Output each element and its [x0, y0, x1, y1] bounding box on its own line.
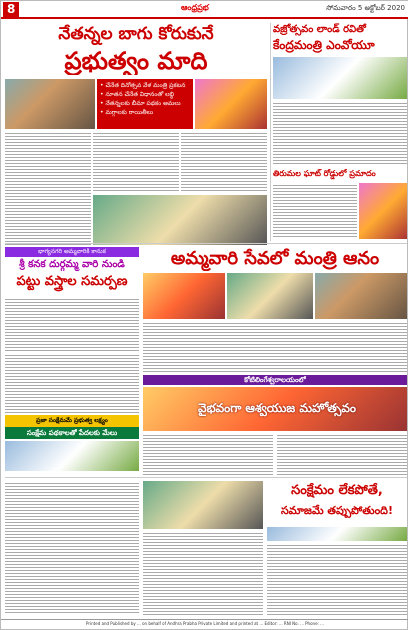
paper-name: ఆంధ్రప్రభ: [181, 3, 209, 12]
imprint-footer: Printed and Published by ... on behalf of Andhra Prabha Private Limited and printed at ... Editor: ... RNI No. ... Phone: ...: [1, 619, 408, 630]
bottom-mid-body: [143, 531, 263, 615]
bottom-right-headline-2: సమాజమే తప్పుపోతుంది!: [281, 504, 393, 517]
bottom-mid-photo: [143, 481, 263, 529]
bottom-right-headline-1: సంక్షేమం లేకపోతే,: [291, 483, 383, 498]
lead-body-col-3: [181, 131, 267, 193]
right-mid-headline-block: [273, 167, 407, 181]
lead-bullets: [97, 79, 193, 129]
right-top-body: [273, 101, 407, 165]
lead-bullet: • నేతన్నలకు బీమా పథకం అమలు: [100, 99, 190, 108]
yellow-box-line-2: సంక్షేమ పథకాలతో పేదలకు మేలు: [5, 427, 139, 439]
festival-headline: వైభవంగా ఆశ్వయుజ మహోత్సవం: [198, 401, 356, 415]
bottom-right-body: [267, 543, 407, 615]
bottom-right-headline-block: [267, 481, 407, 525]
lead-body-col-2: [93, 131, 179, 193]
lead-kicker-block: [5, 23, 267, 45]
left-group-photo: [5, 441, 139, 471]
bottom-left-body: [5, 481, 139, 615]
right-top-photo: [273, 57, 407, 99]
lead-bullet: • నూతన చేనేత విధానంతో లబ్ధి: [100, 90, 190, 99]
right-mid-photo: [359, 183, 407, 239]
right-top-headline-block: [273, 23, 407, 55]
right-top-headline-1: వజ్రోత్సవం లాండ్ రవితో: [273, 24, 366, 35]
lead-headline: ప్రభుత్వం మాది: [64, 47, 208, 75]
festival-headline-block: [177, 397, 377, 419]
saree-headline-1: శ్రీ కనక దుర్గమ్మ వారి నుండి: [19, 259, 125, 270]
saree-headline-2: పట్టు వస్త్రాల సమర్పణ: [16, 274, 128, 289]
lead-photo-2: [195, 79, 267, 129]
saree-body: [5, 297, 139, 351]
minister-headline-block: [143, 247, 407, 271]
left-mid-body: [5, 353, 139, 413]
saree-headline-block: [5, 247, 139, 295]
right-mid-body: [273, 183, 357, 239]
minister-photo-2: [227, 273, 313, 319]
lead-bullet: • మగ్గాలకు రాయితీలు: [100, 108, 190, 117]
saree-kicker: భాగ్యనగరి అమ్మవారికి కానుక: [5, 247, 139, 257]
lead-kicker: నేతన్నల బాగు కోరుకునే: [58, 24, 214, 44]
lead-bullet: • చేనేత దినోత్సవ వేళ మంత్రి ప్రకటన: [100, 81, 190, 90]
right-mid-headline: తిరుమల ఘాట్ రోడ్డులో ప్రమాదం: [273, 169, 376, 178]
section-divider: [5, 243, 407, 244]
lead-headline-block: [5, 47, 267, 75]
lead-photo: [5, 79, 95, 129]
column-divider: [270, 23, 271, 241]
issue-date: సోమవారం 5 అక్టోబర్ 2020: [326, 4, 405, 12]
bottom-right-strip: [267, 527, 407, 541]
lower-mid-body: [143, 433, 273, 475]
right-top-headline-2: కేంద్రమంత్రి ఎంవోయూ: [273, 38, 375, 52]
minister-photo-1: [143, 273, 225, 319]
festival-kicker-bar: [143, 375, 407, 385]
lower-right-body: [277, 433, 407, 475]
minister-body: [143, 321, 407, 373]
lead-photo-3: [93, 195, 267, 245]
page-number: 8: [3, 2, 19, 17]
minister-photo-3: [315, 273, 407, 319]
yellow-box-line-1: ప్రజా సంక్షేమమే ప్రభుత్వ లక్ష్యం: [5, 415, 139, 427]
lead-body-col-1: [5, 131, 91, 251]
section-divider: [5, 477, 407, 478]
masthead: [1, 1, 408, 19]
festival-kicker: కోటిలింగేశ్వరాలయంలో: [244, 376, 306, 384]
minister-headline: అమ్మవారి సేవలో మంత్రి ఆనం: [170, 248, 380, 269]
